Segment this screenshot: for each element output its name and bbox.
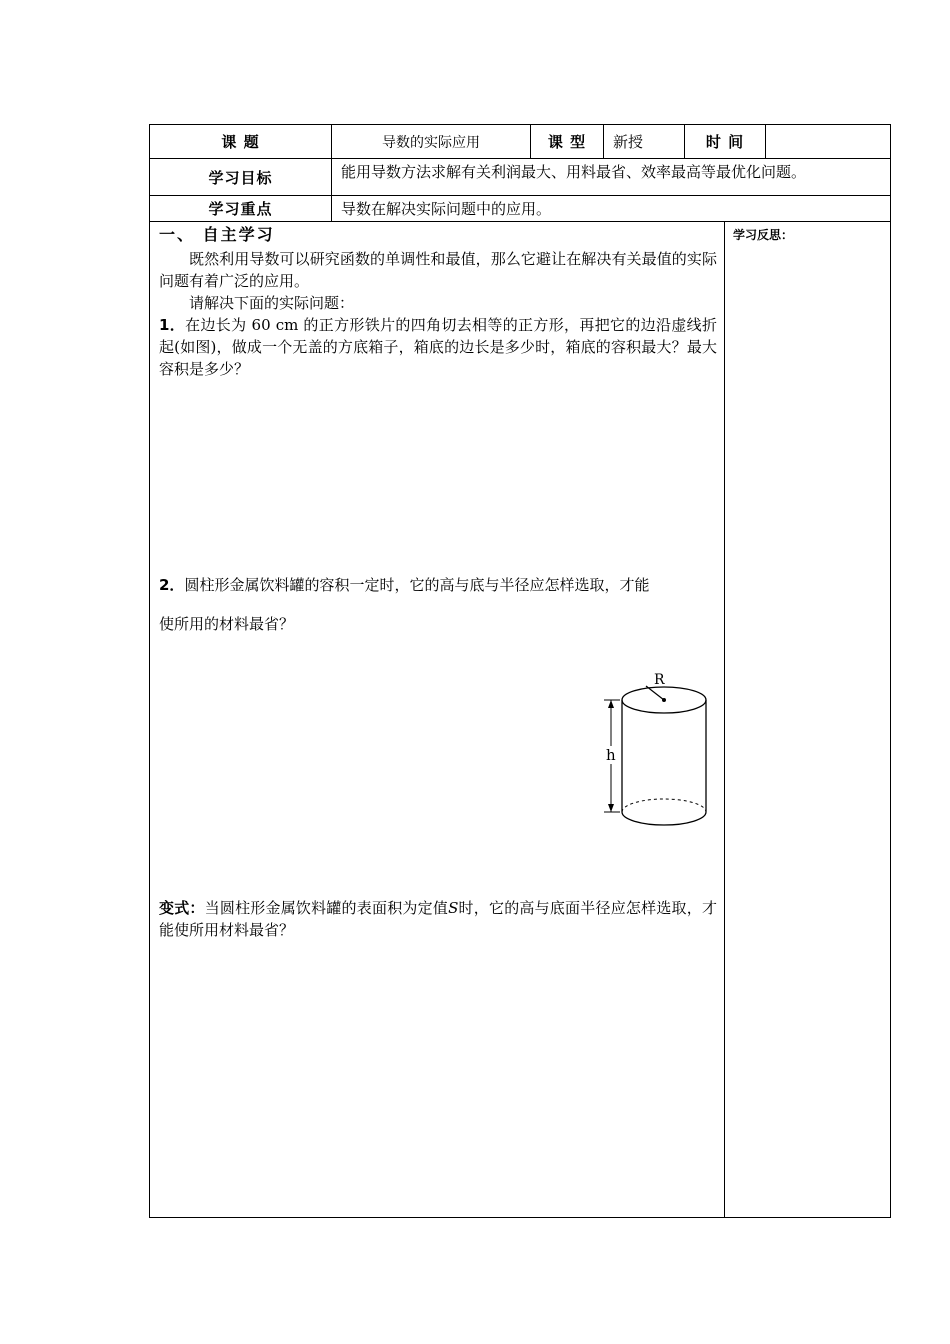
time-value-cell: [766, 125, 891, 159]
time-label-cell: [685, 125, 766, 159]
reflection-label: 学习反思：: [733, 228, 794, 242]
type-value-cell: [604, 125, 685, 159]
cylinder-figure: [602, 666, 722, 836]
problem-1: [159, 314, 717, 380]
problem-2-number: 2．: [159, 576, 185, 594]
focus-text: 导数在解决实际问题中的应用。: [341, 200, 552, 218]
problem-2: [159, 574, 717, 635]
variant-problem: [159, 897, 717, 941]
radius-label: R: [654, 672, 665, 688]
main-content-cell: [150, 222, 725, 1218]
focus-label: 学习重点: [208, 200, 273, 218]
focus-text-cell: [332, 196, 891, 222]
type-label: 课 型: [547, 133, 587, 151]
lesson-plan-table: [149, 124, 891, 1218]
goals-label: 学习目标: [208, 168, 273, 187]
prompt-paragraph: 请解决下面的实际问题：: [189, 294, 355, 312]
topic-label: 课 题: [221, 133, 260, 151]
variant-text-after: 时，它的高与底面半径应怎样选取，才能使所用材料最省？: [159, 899, 717, 939]
topic-value: 导数的实际应用: [382, 134, 480, 151]
reflection-cell: [725, 222, 891, 1218]
goals-label-cell: [150, 159, 332, 196]
type-label-cell: [531, 125, 604, 159]
topic-value-cell: [332, 125, 531, 159]
focus-label-cell: [150, 196, 332, 222]
problem-1-number: 1．: [159, 316, 186, 334]
variant-label: 变式：: [159, 899, 205, 917]
time-label: 时 间: [705, 133, 745, 151]
main-text: [150, 222, 723, 380]
goals-text-cell: [332, 159, 891, 196]
type-value: 新授: [613, 133, 644, 151]
center-dot: [662, 698, 666, 702]
problem-1-text: 在边长为 60 cm 的正方形铁片的四角切去相等的正方形，再把它的边沿虚线折起(如图)，做成一个无盖的方底箱子，箱底的边长是多少时，箱底的容积最大？最大容积是多少？: [159, 316, 718, 378]
variant-symbol: S: [448, 899, 459, 917]
topic-label-cell: [150, 125, 332, 159]
height-label: h: [606, 746, 616, 764]
problem-2-line1: 圆柱形金属饮料罐的容积一定时，它的高与底与半径应怎样选取，才能: [184, 576, 650, 594]
variant-text-before: 当圆柱形金属饮料罐的表面积为定值: [204, 899, 449, 917]
problem-2-line2: 使所用的材料最省？: [159, 615, 295, 633]
intro-paragraph: 既然利用导数可以研究函数的单调性和最值，那么它避让在解决有关最值的实际问题有着广泛的应用。: [159, 250, 717, 290]
goals-text: 能用导数方法求解有关利润最大、用料最省、效率最高等最优化问题。: [341, 163, 807, 181]
section-title: 一、 自主学习: [159, 225, 275, 244]
